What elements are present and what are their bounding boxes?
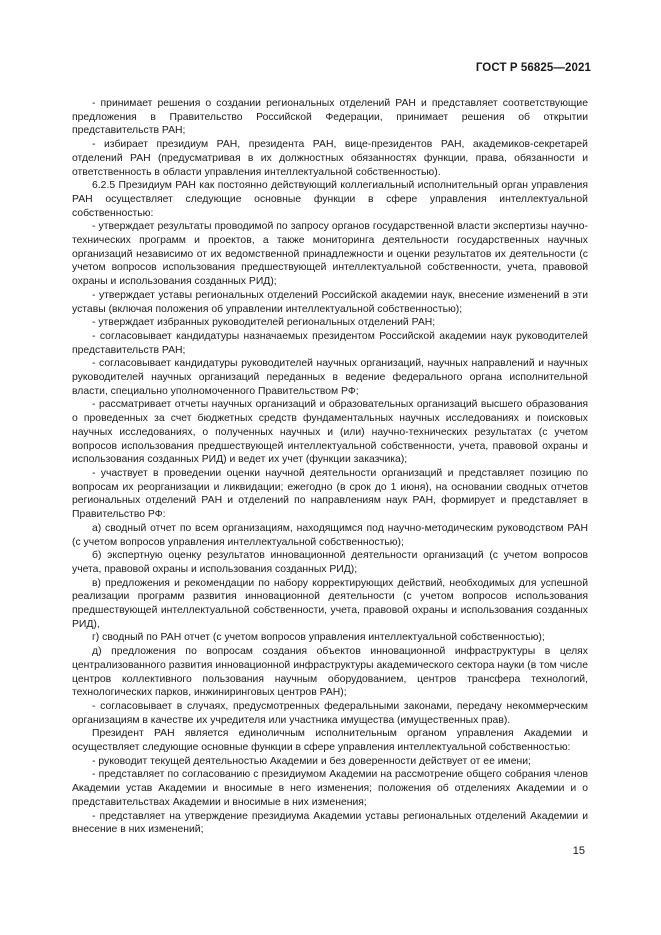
- paragraph: г) сводный по РАН отчет (с учетом вопросов управления интеллектуальной собственностью);: [92, 632, 545, 644]
- paragraph: д) предложения по вопросам создания объектов инновационной инфраструктуры в целях централизованного развития инновационной инфраструктуры академического сектора науки (в том числе центров коллективного пользования научным оборудованием, центров трансфера технологий, технологических парков, инжиниринговых центров РАН);: [72, 646, 588, 699]
- paragraph: - согласовывает кандидатуры руководителей научных организаций, научных направлений и научных руководителей научных организаций переданных в ведение федерального органа исполнительной власти, специально уполномоченного Правительством РФ;: [72, 358, 588, 397]
- paragraph: - согласовывает в случаях, предусмотренных федеральными законами, передачу некоммерческим организациям в качестве их учредителя или участника имущества (имущественных прав).: [72, 700, 588, 726]
- page-number: 15: [572, 845, 585, 857]
- paragraph: - руководит текущей деятельностью Академии и без доверенности действует от ее имени;: [92, 755, 531, 767]
- paragraph: - участвует в проведении оценки научной деятельности организаций и представляет позицию по вопросам их реорганизации и ликвидации; ежегодно (в срок до 1 июня), на основании сводных отчетов региональных отделений РАН и отделений по направлениям наук РАН, формирует и представляет в Правительство РФ:: [72, 467, 588, 521]
- paragraph: в) предложения и рекомендации по набору корректирующих действий, необходимых для успешной реализации программ развития инновационной деятельности (с учетом вопросов использования предшествующей интеллектуальной собственности, учета, правовой охраны и использования созданных РИД),: [72, 577, 588, 630]
- paragraph: - утверждает результаты проводимой по запросу органов государственной власти экспертизы научно-технических программ и проектов, а также мониторинга деятельности государственных научных организаций независимо от их ведомственной принадлежности и оценки результатов их деятельности (с учетом вопросов использования предшествующей интеллектуальной собственности, учета, правовой охраны и использования созданных РИД);: [72, 221, 588, 288]
- paragraph: - представляет на утверждение президиума Академии уставы региональных отделений Академии и внесение в них изменений;: [72, 810, 588, 836]
- paragraph: - согласовывает кандидатуры назначаемых президентом Российской академии наук руководителей представительств РАН;: [72, 330, 588, 356]
- paragraph: - утверждает уставы региональных отделений Российской академии наук, внесение изменений в эти уставы (включая положения об управлении интеллектуальной собственностью);: [72, 289, 588, 315]
- paragraph: а) сводный отчет по всем организациям, находящимся под научно-методическим руководством РАН (с учетом вопросов управления интеллектуальной собственностью);: [72, 522, 588, 548]
- paragraph: - утверждает избранных руководителей региональных отделений РАН;: [92, 317, 436, 329]
- paragraph: - избирает президиум РАН, президента РАН, вице-президентов РАН, академиков-секретарей отделений РАН (предусматривая в их должностных обязанностях функции, права, обязанности и ответственность в области управления интеллектуальной собственностью).: [72, 139, 588, 178]
- paragraph: - представляет по согласованию с президиумом Академии на рассмотрение общего собрания членов Академии устав Академии и вносимые в него изменения; положения об отделениях Академии и о представительствах Академии и вносимые в них изменения;: [72, 769, 588, 808]
- paragraph: Президент РАН является единоличным исполнительным органом управления Академии и осуществляет следующие основные функции в сфере управления интеллектуальной собственностью:: [72, 728, 588, 754]
- paragraph: - рассматривает отчеты научных организаций и образовательных организаций высшего образования о проведенных за счет бюджетных средств фундаментальных научных исследованиях и поисковых научных исследованиях, о полученных научных и (или) научно-технических результатах (с учетом вопросов использования предшествующей интеллектуальной собственности, учета, правовой охраны и использования созданных РИД) и ведет их учет (функции заказчика);: [72, 399, 588, 466]
- paragraph: 6.2.5 Президиум РАН как постоянно действующий коллегиальный исполнительный орган управления РАН осуществляет следующие основные функции в сфере управления интеллектуальной собственностью:: [72, 180, 588, 219]
- paragraph: б) экспертную оценку результатов инновационной деятельности организаций (с учетом вопросов учета, правовой охраны и использования созданных РИД);: [72, 550, 588, 575]
- body-text: [72, 97, 588, 837]
- paragraph: - принимает решения о создании региональных отделений РАН и представляет соответствующие предложения в Правительство Российской Федерации, принимает решения об открытии представительств РАН;: [72, 98, 588, 137]
- standard-header: ГОСТ Р 56825—2021: [475, 62, 591, 74]
